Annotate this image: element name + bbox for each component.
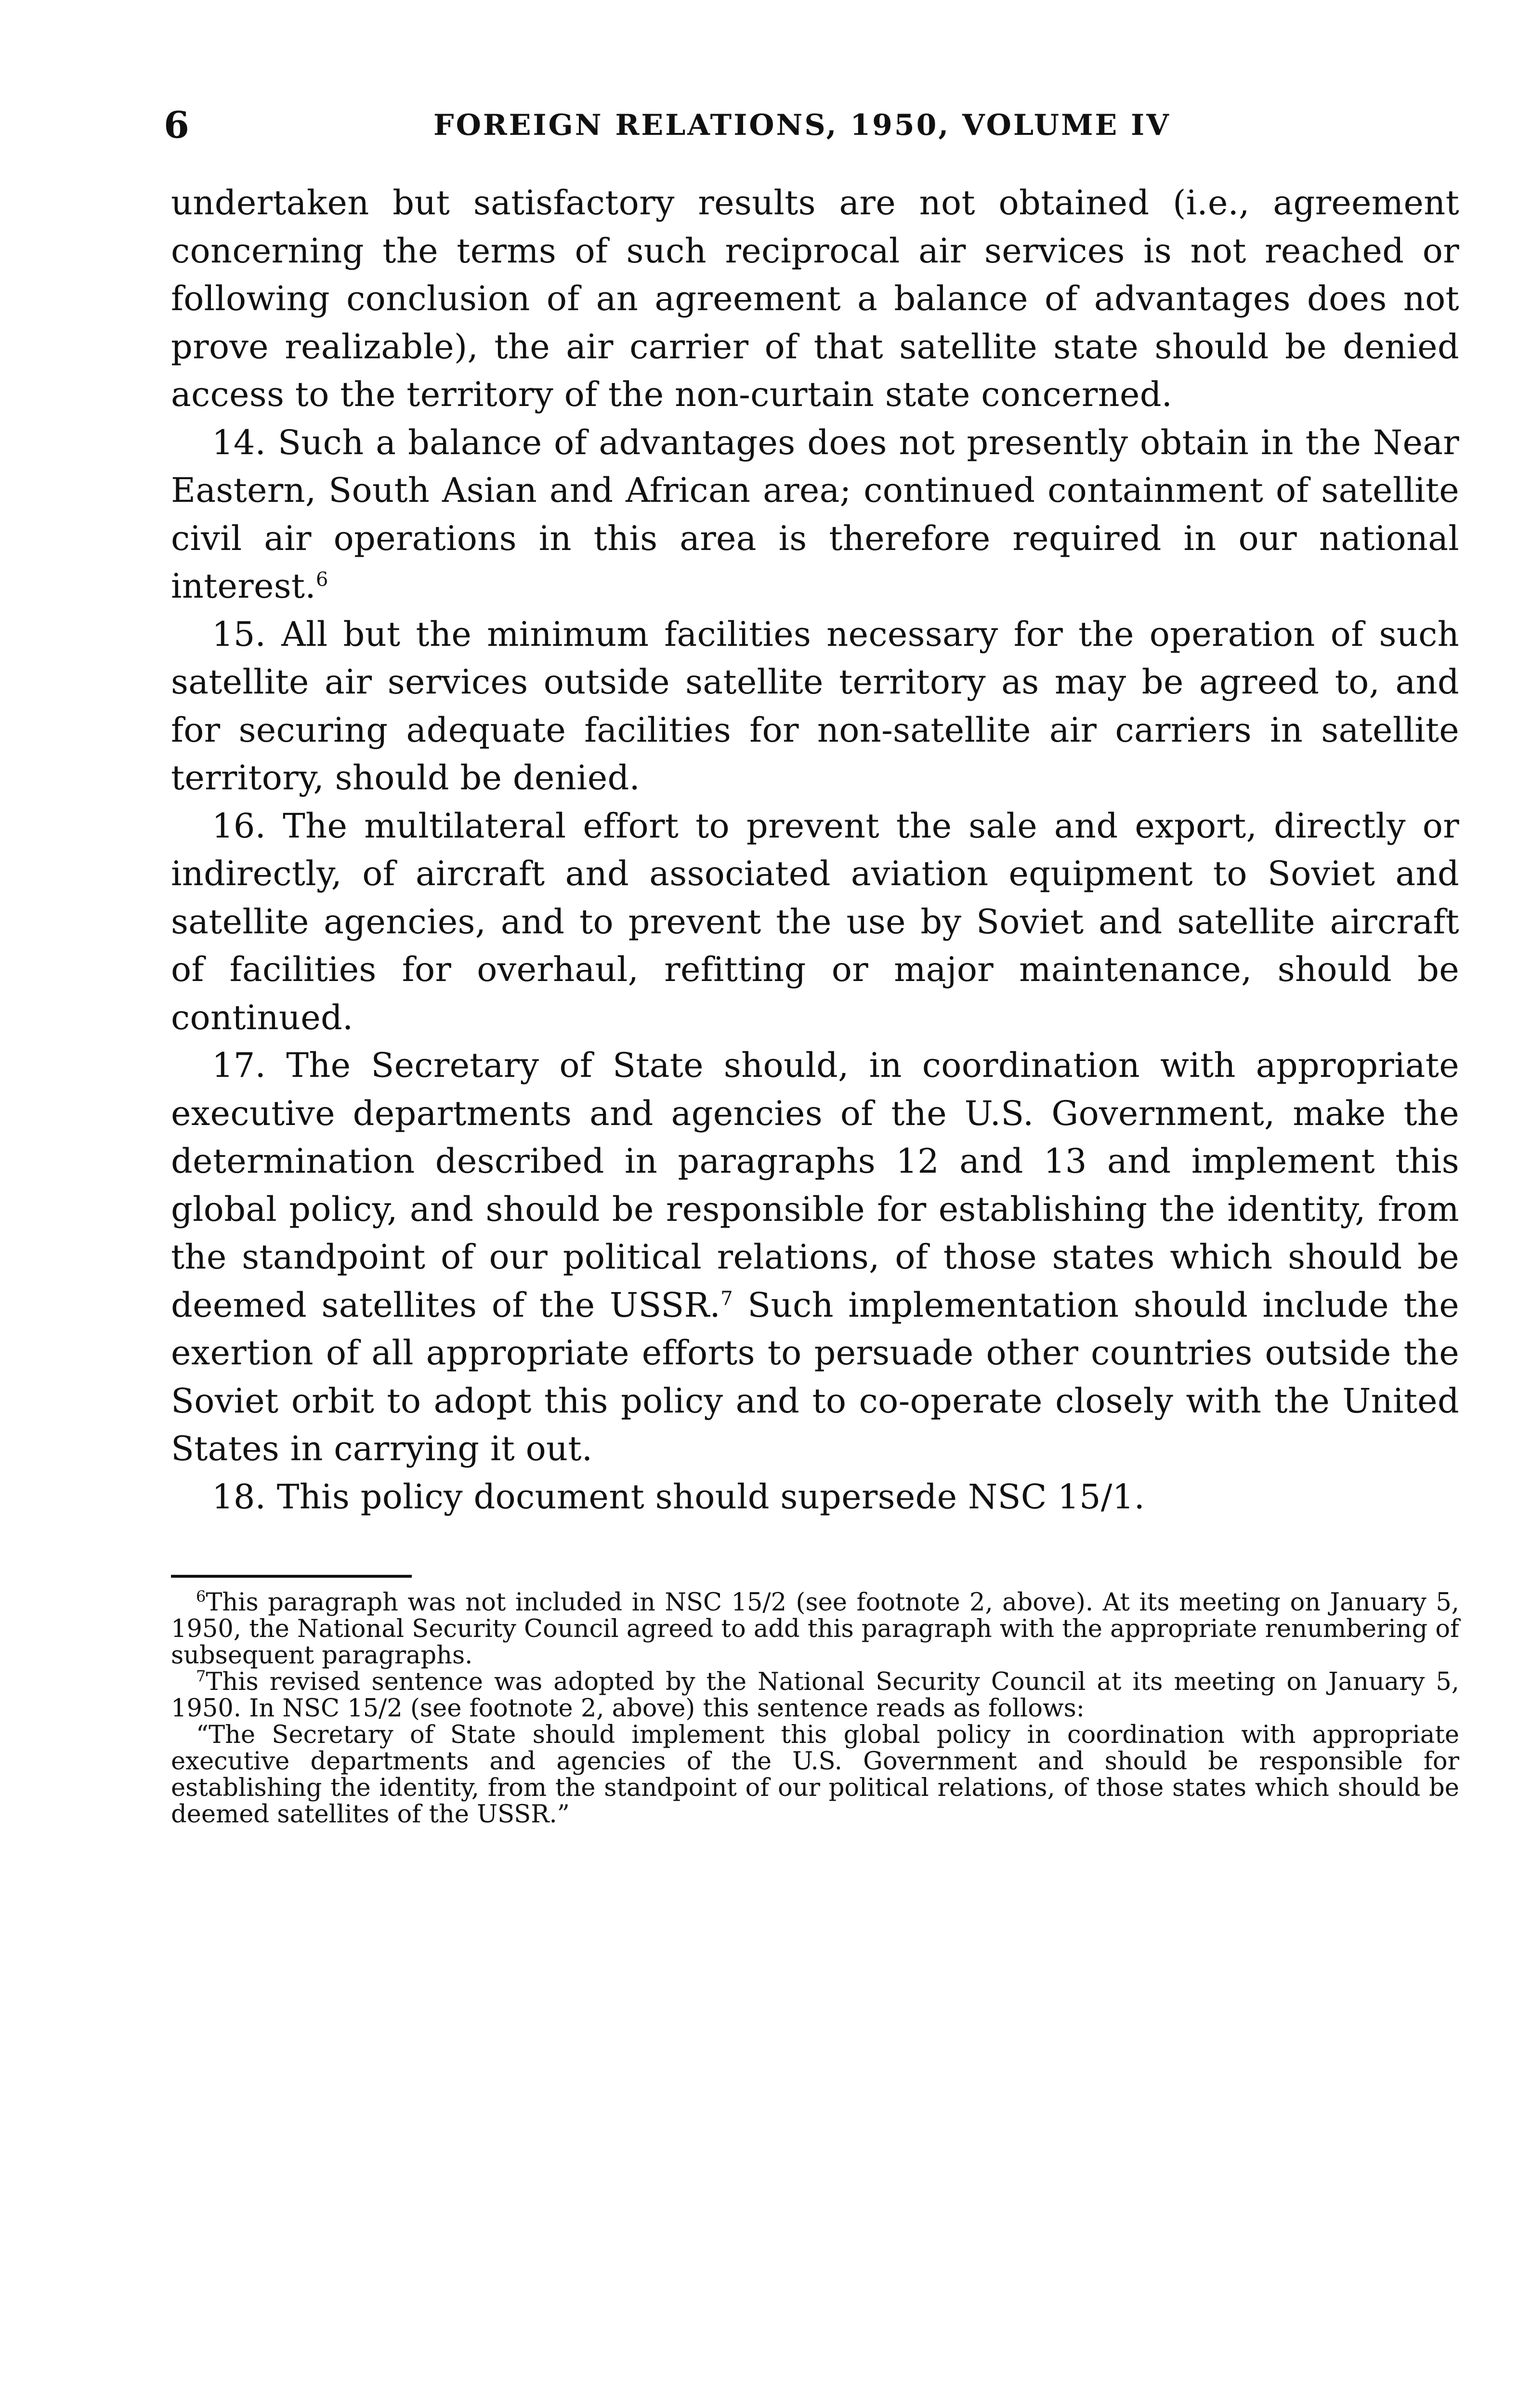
body-text (171, 179, 1459, 1521)
paragraph-17-text-b: Such implementation should include the exertion of all appropriate efforts to persuade other countries outside the Soviet orbit to adopt this policy and to co-operate closely with the United States in carrying it out. (171, 1285, 1460, 1468)
paragraph-continued (171, 179, 1459, 419)
page-header (164, 99, 1358, 152)
paragraph-15-text: 15. All but the minimum facilities necessary for the operation of such satellite air services outside satellite territory as may be agreed to, and for securing adequate facilities for non-satellite air carriers in satellite territory, should be denied. (171, 614, 1459, 798)
footnote-7-marker: 7 (196, 1667, 206, 1685)
paragraph-16 (171, 802, 1459, 1042)
footnote-7-quote-text: “The Secretary of State should implement this global policy in coordination with appropriate executive departments and agencies of the U.S. Government and should be responsible for establishing the identity, from the standpoint of our political relations, of those states which should be deemed satellites of the USSR.” (171, 1721, 1459, 1829)
paragraph-17-text-a: 17. The Secretary of State should, in coordination with appropriate executive departments and agencies of the U.S. Government, make the determination described in paragraphs 12 and 13 and implement this global policy, and should be responsible for establishing the identity, from the standpoint of our political relations, of those states which should be deemed satellites of the USSR. (171, 1046, 1459, 1325)
paragraph-18-text: 18. This policy document should supersede NSC 15/1. (212, 1477, 1145, 1517)
footnote-6-text: This paragraph was not included in NSC 15/2 (see footnote 2, above). At its meeting on January 5, 1950, the National Security Council agreed to add this paragraph with the appropriate renumbering of subsequent paragraphs. (171, 1588, 1459, 1670)
paragraph-15 (171, 611, 1459, 802)
footnote-reference-7[interactable]: 7 (720, 1287, 733, 1310)
footnote-7 (171, 1669, 1459, 1722)
footnote-separator (171, 1575, 412, 1578)
paragraph-18 (171, 1473, 1459, 1521)
footnote-6 (171, 1589, 1459, 1669)
footnote-7-text: This revised sentence was adopted by the National Security Council at its meeting on January 5, 1950. In NSC 15/2 (see footnote 2, above) this sentence reads as follows: (171, 1668, 1459, 1723)
paragraph-continued-text: undertaken but satisfactory results are not obtained (i.e., agreement concerning the terms of such reciprocal air services is not reached or following conclusion of an agreement a balance of advantages does not prove realizable), the air carrier of that satellite state should be denied access to the territory of the non-curtain state concerned. (171, 183, 1459, 414)
page-number: 6 (164, 104, 189, 146)
paragraph-17 (171, 1042, 1459, 1473)
footnote-reference-6[interactable]: 6 (315, 568, 328, 591)
footnote-7-quote (171, 1722, 1459, 1828)
running-head: FOREIGN RELATIONS, 1950, VOLUME IV (433, 108, 1171, 142)
paragraph-16-text: 16. The multilateral effort to prevent the sale and export, directly or indirectly, of aircraft and associated aviation equipment to Soviet and satellite agencies, and to prevent the use by Soviet and satellite aircraft of facilities for overhaul, refitting or major maintenance, should be continued. (171, 806, 1459, 1037)
footnotes (171, 1589, 1459, 1828)
paragraph-14-text: 14. Such a balance of advantages does not presently obtain in the Near Eastern, South Asian and African area; continued containment of satellite civil air operations in this area is therefore required in our national interest. (171, 422, 1459, 606)
paragraph-14 (171, 419, 1459, 611)
footnote-6-marker: 6 (196, 1587, 206, 1606)
